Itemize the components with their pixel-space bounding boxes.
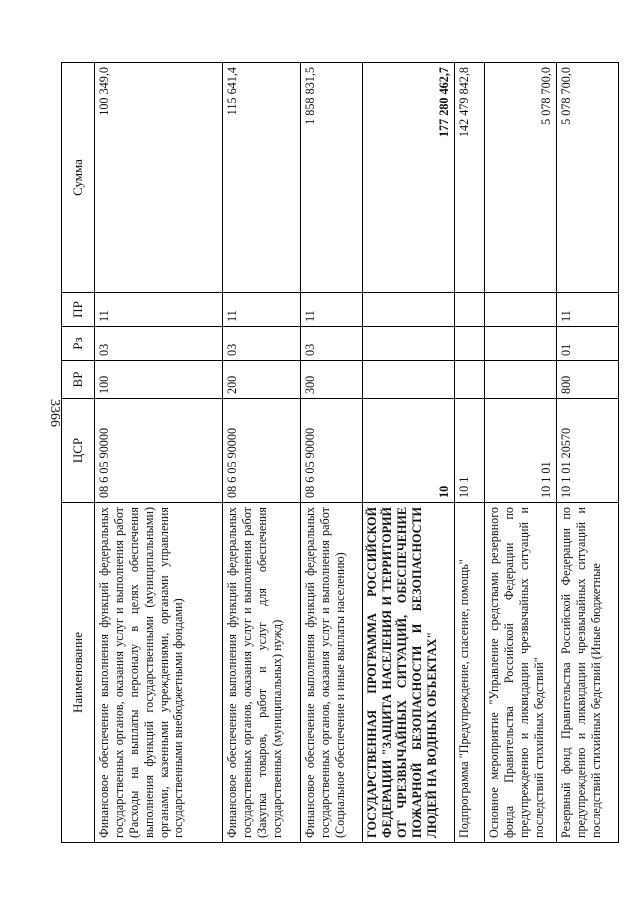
row-name: ГОСУДАРСТВЕННАЯ ПРОГРАММА РОССИЙСКОЙ ФЕДЕРАЦИИ "ЗАЩИТА НАСЕЛЕНИЯ И ТЕРРИТОРИЙ ОТ ЧРЕЗВЫЧАЙНЫХ СИТУАЦИЙ, ОБЕСПЕЧЕНИЕ ПОЖАРНОЙ БЕЗОПАСНОСТИ И БЕЗОПАСНОСТИ ЛЮДЕЙ НА ВОДНЫХ ОБЪЕКТАХ" <box>363 503 455 843</box>
row-csr: 08 6 05 90000 <box>301 399 363 503</box>
row-pr <box>485 293 557 327</box>
row-name: Подпрограмма "Предупреждение, спасение, помощь" <box>455 503 485 843</box>
row-csr: 10 1 01 20570 <box>557 399 619 503</box>
row-vr: 100 <box>95 361 223 399</box>
row-rz <box>455 327 485 361</box>
row-rz: 01 <box>557 327 619 361</box>
row-sum: 5 078 700,0 <box>485 63 557 293</box>
row-rz <box>363 327 455 361</box>
table-row <box>95 63 223 843</box>
row-pr: 11 <box>301 293 363 327</box>
row-rz: 03 <box>223 327 301 361</box>
table-row <box>557 63 619 843</box>
row-sum: 5 078 700,0 <box>557 63 619 293</box>
table-row <box>455 63 485 843</box>
budget-table <box>61 62 619 843</box>
row-vr: 800 <box>557 361 619 399</box>
header-pr: ПР <box>62 293 95 327</box>
row-pr <box>363 293 455 327</box>
row-sum: 177 280 462,7 <box>363 63 455 293</box>
row-pr <box>455 293 485 327</box>
page-number: 3366 <box>47 399 62 427</box>
row-vr: 200 <box>223 361 301 399</box>
table-row <box>223 63 301 843</box>
row-csr: 08 6 05 90000 <box>223 399 301 503</box>
row-vr <box>485 361 557 399</box>
row-name: Основное мероприятие "Управление средствами резервного фонда Правительства Российской Федерации по предупреждению и ликвидации чрезвычайных ситуаций и последствий стихийных бедствий" <box>485 503 557 843</box>
row-rz: 03 <box>301 327 363 361</box>
table-row <box>301 63 363 843</box>
header-rz: Рз <box>62 327 95 361</box>
row-sum: 100 349,0 <box>95 63 223 293</box>
budget-table-rotated <box>61 63 601 843</box>
row-name: Финансовое обеспечение выполнения функций федеральных государственных органов, оказания услуг и выполнения работ (Расходы на выплаты персоналу в целях обеспечения выполнения функций государственными (муниципальными) органами, казенными учреждениями, органами управления государственными внебюджетными фондами) <box>95 503 223 843</box>
row-csr: 10 1 <box>455 399 485 503</box>
header-name: Наименование <box>62 503 95 843</box>
row-name: Финансовое обеспечение выполнения функций федеральных государственных органов, оказания услуг и выполнения работ (Закупка товаров, работ и услуг для обеспечения государственных (муниципальных) нужд) <box>223 503 301 843</box>
row-name: Резервный фонд Правительства Российской Федерации по предупреждению и ликвидации чрезвычайных ситуаций и последствий стихийных бедствий (Иные бюджетные <box>557 503 619 843</box>
row-vr <box>455 361 485 399</box>
row-csr: 10 1 01 <box>485 399 557 503</box>
row-vr <box>363 361 455 399</box>
table-header-row <box>62 63 95 843</box>
table-row <box>363 63 455 843</box>
row-pr: 11 <box>95 293 223 327</box>
row-sum: 142 479 842,8 <box>455 63 485 293</box>
header-sum: Сумма <box>62 63 95 293</box>
row-sum: 1 858 831,5 <box>301 63 363 293</box>
table-row <box>485 63 557 843</box>
row-rz: 03 <box>95 327 223 361</box>
row-pr: 11 <box>223 293 301 327</box>
row-pr: 11 <box>557 293 619 327</box>
row-name: Финансовое обеспечение выполнения функций федеральных государственных органов, оказания услуг и выполнения работ (Социальное обеспечение и иные выплаты населению) <box>301 503 363 843</box>
row-csr: 10 <box>363 399 455 503</box>
row-rz <box>485 327 557 361</box>
header-vr: ВР <box>62 361 95 399</box>
header-csr: ЦСР <box>62 399 95 503</box>
row-vr: 300 <box>301 361 363 399</box>
row-csr: 08 6 05 90000 <box>95 399 223 503</box>
row-sum: 115 641,4 <box>223 63 301 293</box>
